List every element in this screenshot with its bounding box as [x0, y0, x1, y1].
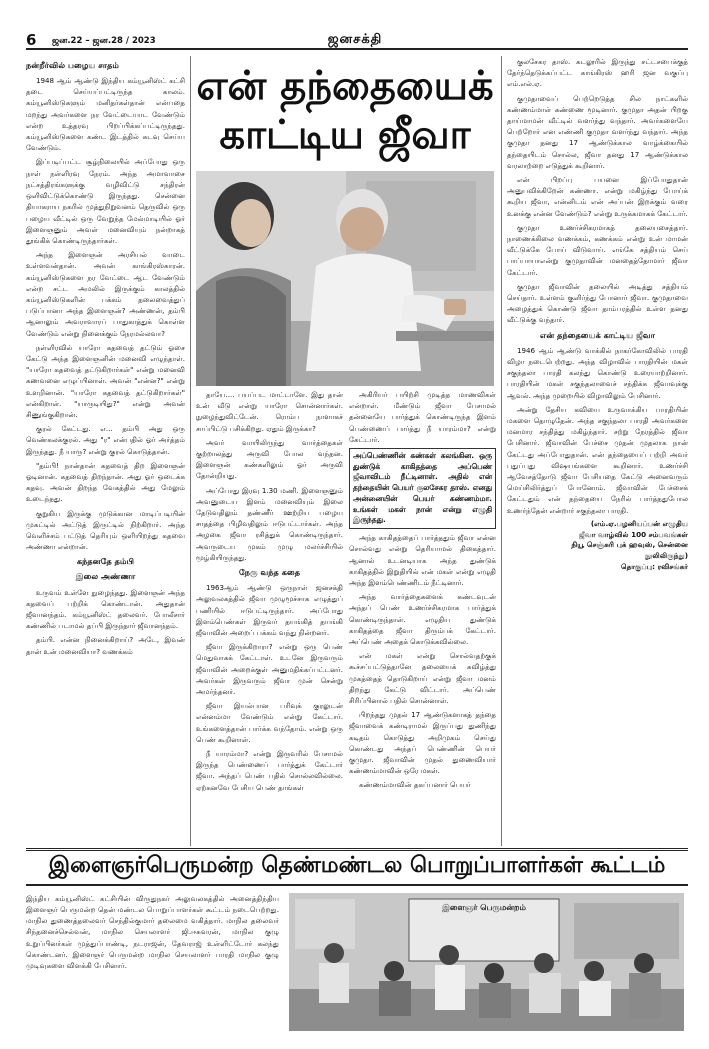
- section-subheading: கந்தனதே தம்பி: [76, 556, 135, 567]
- paragraph: நீ யாரம்மா? என்று இருவரில் பேசாமல் இருந்த பெண்ணைப் பார்த்துக் கேட்டார் ஜீவா. அந்தப் பெண் பதில் சொல்லவில்லை. ஏற்கனவே பேசிய பெண் தாங்கள்: [196, 748, 343, 792]
- paragraph: ஜீவா இயல்பான பரிவுக் குரலுடன் என்னம்மா வேண்டும் என்று கேட்டார். உங்களைத்தான் பார்க்க வந்தோம். என்று ஒரு பெண் கூறினாள்.: [196, 701, 343, 744]
- article-column-1: [26, 56, 185, 846]
- paragraph: "தம்பி! நான்தான் கதவைத் திற இளைஞன் ஓடினான். கதவைத் திறந்தான். அது ஓர் ஒடைக்க கதவு. அவன் திறந்த வேகத்தில் அது மேலும் உடைந்தது.: [26, 460, 185, 504]
- newspaper-name: ஜனசக்தி: [327, 32, 383, 47]
- paragraph: குலசேகர தாஸ். கடலூரில் இருந்து சட்டசபைக்குத் தேர்ந்தெடுக்கப்பட்ட காங்கிரஸ் ஹரி ஜன வகுப்பு எம்.எல்.ஏ.: [507, 57, 688, 89]
- paragraph: என் பிறப்பு பயனை இப்போதுதான் அனுபவிக்கிறேன் கண்ணா. என்று மகிழ்ந்து போய்க் கூறிய ஜீவா, என்னிடம் என் அப்பன் இறக்கும் வரை உனக்கு என்ன வேண்டும்? என்று உருக்கமாகக் கேட்டார்.: [507, 175, 688, 218]
- paragraph: 1948 ஆம் ஆண்டு இந்திய கம்யூனிஸ்ட் கட்சி தடை செய்யப்பட்டிருந்த காலம். கம்யூனிஸ்டுகளும் மனிதர்கள்தான் என்பதை மறந்து அவர்களை நர வேட்டையாட வேண்டும் என்ற உத்தரவு பிறப்பிக்கப்பட்டிருந்தது. கம்யூனிஸ்டுகளை கண்ட இடத்தில் சுடவு செய்ய வேண்டும்.: [26, 76, 185, 153]
- banner-article: இந்திய கம்யூனிஸ்ட் கட்சியின் விருதுநகர் அலுவலகத்தில் அனைத்திந்திய இளைஞர் பெருமன்ற தென் மண்டல பொறுப்பாளர்கள் கூட்டம் நடைபெற்றது. மாநில துணைத்தலைவர் செந்தில்குமார் தலைமை வகித்தார். மாநில தலைவர் சிந்தனைச்செல்வன், மாநில செயலாளர் ஜி.ஈசுவரன், மாநில குழு உறுப்பினர்கள் முத்துப்பாண்டி, நடராஜன், தேவராஜ் உள்ளிட்டோர் கலந்து கொண்டனர். இளைஞர் பெருமன்ற மாநில செயலாளர் பாரதி மாநில குழு முடிவுகளை விளக்கி பேசினார்.: [26, 894, 279, 970]
- paragraph: அகிரியர் பயிற்சி முடித்த மாணவிகள் என்றாள். மீண்டும் ஜீவா பேசாமல் தன்னையே பார்த்துக் கொண்டிருந்த இளம் பெண்ணைப் பார்த்து நீ யாரம்மா? என்று கேட்டார்.: [349, 390, 496, 444]
- paragraph: உருவம் உள்ளே நுழைந்தது. இளைஞன் அந்த கதவைப் பற்றிக் கொண்டான். அதுதான் ஜீவானந்தம். கம்யூனிஸ்ட் தலைவர். போலீசார் கண்ணில் படாமல் தப்பி இருந்தார் ஜீவானந்தம்.: [26, 587, 185, 631]
- page-number: 6: [26, 31, 37, 49]
- article-illustration: [196, 171, 494, 386]
- credit-line: நியூ செஞ்சுரி புக் ஹவுஸ், சென்னை: [571, 540, 688, 550]
- paragraph: பிறந்தது முதல் 17 ஆண்டுகளாகத் தந்தை ஜீவாவைக் கண்டிராமல் இருப்பது துணிந்து கடிதம் கொடுத்து அறிமுகம் செய்து கொண்டது அந்தப் பெண்ணின் பெயர் குமுதா. ஜீவாவின் முதல் துணைவியார் கண்ணம்மாவின் ஒரே மகள்.: [349, 710, 496, 776]
- article-column-2: [196, 389, 343, 844]
- illustration-jeeva-and-woman: [196, 171, 494, 386]
- pull-quote: அப்பெண்ணின் கண்கள் கலங்கின. ஒரு துண்டுக் காகிதத்தை அப்பெண் ஜீவாவிடம் நீட்டினாள். அதில் என் தந்தையின் பெயர் குலசேகர தாஸ். எனது அன்னையின் பெயர் கண்ணம்மா. உங்கள் மகள் நான் என்று எழுதி இருந்தது.: [349, 448, 496, 529]
- paragraph: தாயே.... பயப்பட மாட்டாளே. இது தான் உன் வீடு என்று யாரோ சொன்னார்கள். நுழைந்துவிட்டேன். ரொம்ப நாளாகச் சாப்பிட்டு பசிக்கிறது. ஏதும் இருக்கா?: [196, 390, 343, 433]
- credit-line: நூலிலிருந்து): [645, 551, 688, 561]
- paragraph: குரல் கேட்டது. எ... தம்பி அது ஒரு வெண்கலக்குரல். அது "ர" என்பதில் ஓர் அர்த்தம் இருந்தது. நீ யாரு? என்று குரல் கொடுத்தான்.: [26, 424, 185, 456]
- column-divider: [190, 56, 191, 846]
- paragraph: இப்படிப்பட்ட சூழ்நிலையில் அப்போது ஒரு நாள் நள்ளிரவு நேரம். அந்த அமாவாசை நட்சத்திரங்களுக்கு வழிவிட்டு சந்திரன் ஒளிவிட்டுக்கொண்டு இருந்தது. சென்னை தியாகராய நகரில் முத்துநிறுவனம் தெருவில் ஒரு பழைய வீட்டில் ஒரு வேறுந்த மேல்மாடியில் ஓர் இளைஞனும் அவள் மனைவியும் நன்றாகத் தூங்கிக் கொண்டிருந்தார்கள்.: [26, 157, 185, 245]
- section-heading: நன்றீர்வில் பழைய சாதம்: [26, 60, 120, 70]
- paragraph: என் மகள் என்று சொல்வதற்குக் கூச்சப்பட்டுத்தானே தலையைக் கவிழ்த்து முகத்தைத் தொடுகிறாய் என்று ஜீவா மனம் திறந்து கேட்டு விட்டார். அப்பெண் சிரிப்பினால் பதில் சொன்னாள்.: [349, 651, 496, 705]
- section-subheading: என் தந்தையைக் காட்டிய ஜீவா: [539, 329, 656, 340]
- section-subheading-2: இலை அண்ணா: [75, 571, 136, 582]
- paragraph: அன்று தேசிய கவியை உருவாக்கிய பாரதியின் மகளை தொழுதேன். அந்த சகுந்தலா பாரதி அவர்களை மனமார சந்தித்து மகிழ்ந்தார். சற்று நேரத்தில் ஜீவா பேசினார். ஜீவாவின் பேச்சை முதன் முதலாக நான் கேட்டது அப்போதுதான். என் தந்தையைப் பற்றி அவர் புதுப்புது விஷயங்களை கூறினார். உணர்ச்சி ஆவேசத்தோடு ஜீவா பேசியதை கேட்டு அனைவரும் மெய்சிலிர்த்துப் போனோம். ஜீவாவின் பேச்சைக் கேட்டதும் என் தந்தையை நேரில் பார்த்ததுபோல உணர்ந்தேன் என்றார் சகுந்தலா பாரதி.: [507, 404, 688, 515]
- article-title-line2: காட்டிய ஜீவா: [219, 111, 471, 158]
- paragraph: 1963ஆம் ஆண்டு ஒருநாள் ஜனசக்தி அலுவலகத்தில் ஜீவா முழுமூச்சாக எழுத்துப் பணியில் ஈடுபட்டிருந்தார். அப்போது இளம்பெண்கள் இருவர் தயங்கித் தயங்கி ஜீவாவின் அறைப் பக்கம் வந்து நின்றனர்.: [196, 583, 343, 637]
- paragraph: நள்ளிரவில் யாரோ கதவைத் தட்டும் ஓசை கேட்டு அந்த இளைஞனின் மனைவி எழுந்தாள். "யாரோ கதவைத் தட்டுகிறார்கள்" என்று மனைவி கணவனை எழுப்பினாள். அவன் "என்ன?" என்று உளறினான். "யாரோ கதவைத் தட்டுகிறார்கள்" என்கிறாள். "யாருடியிது?" என்று அவன் சிணுங்குகிறான்.: [26, 342, 185, 419]
- credit-line: (எம்.ஏ.பழனியப்பன் எழுதிய: [590, 518, 688, 528]
- section-subheading: நேரு வந்த கதை: [238, 567, 301, 578]
- source-credit: [507, 519, 688, 573]
- paragraph: 1946 ஆம் ஆண்டு வாக்கில் நாகர்கோவிலில் பாரதி விழா நடைபெற்றது. அந்த விழாவில் பாரதியின் மகள் சகுந்தலா பாரதி கலந்து கொண்டு உரையாற்றினார். பாரதியின் மகள் சகுந்தலாவைச் சந்திக்க ஜீவாவுக்கு ஆவல். அந்த முறையில் விழாவிலும் பேசினார்.: [507, 345, 688, 400]
- article-title-line1: என் தந்தையைக்: [196, 62, 494, 109]
- paragraph: அப்போது இரவு 1.30 மணி. இளைஞனும் அவனுடைய இளம் மனைவியும் இலை தேடுவதிலும் தண்ணீர் ஊற்றிய பழைய சாதத்தை பிழிவதிலும் ஈடுபட்டார்கள். அந்த அழகை ஜீவா ரசித்துக் கொண்டிருந்தார். அவருடைய முகம் முழு மலர்ச்சியில் மூழ்கியிருந்தது.: [196, 485, 343, 562]
- paragraph: அந்த இளைஞன் அரசியல் வாடை உள்ளவன்தான். அவன் காங்கிரஸ்காரன். கம்யூனிஸ்டுகளை நர வேட்டை ஆட வேண்டும் என்ற சட்ட அமலில் இருக்கும் காலத்தில் கம்யூனிஸ்டுகளின் பக்கம் தலைவைத்துப் படுப்பானா அந்த இளைஞன்? அண்ணன், தம்பி ஆனாலும் அவராவாரப் பாதுகாத்துக் கொள்ள வேண்டும் என்று நினைக்கும் நேரமல்லவா?: [26, 250, 185, 338]
- paragraph: ஜீவா இருக்கிறாரா? என்று ஒரு பெண் மெதுவாகக் கேட்டாள். உடனே இருவரும் ஜீவாவின் அறைக்குள் அனுமதிக்கப்பட்டனர். அவர்கள் இருவரும் ஜீவா முன் சென்று அமர்ந்தனர்.: [196, 642, 343, 696]
- paragraph: தம்பி. என்ன நினைக்கிறாய்? அடே, இவன் தான் உன் மனைவியா? வணக்கம்: [26, 635, 185, 656]
- paragraph: குமுதாவைப் பெற்றெடுத்த சில நாட்களில் கண்ணம்மாள் கண்ணை மூடினார். குமுதா அதன் பிறகு தாய்மாமன் வீட்டில் வளர்ந்து வந்தார். அவர்களையே பெற்றோர் என எண்ணி குமுதா வளர்ந்து வந்தார். அந்த குமுதா தனது 17 ஆண்டுக்கால வாழ்க்கையில் தந்தையிடம் சொல்ல, ஜீவா தனது 17 ஆண்டுக்கால வரலாற்றை எடுத்துக் கூறினார்.: [507, 93, 688, 170]
- paragraph: கண்ணம்மாவின் தகப்பனார் பெயர்: [359, 780, 471, 790]
- photo-banner-text: இளைஞர் பெருமன்றம்: [442, 903, 526, 912]
- credit-line: ஜீவா வாழ்வில் 100 சம்பவங்கள்: [578, 529, 688, 539]
- paragraph: குமுதா உணர்ச்சிகரமாகத் தலையசைத்தார். நாணைக்கிலை வணக்கம், கணக்கம் என்று உன் மாமன் வீட்டுக்கே போய் விடுவாய். எங்கே சத்தியம் செய் பாப்பாயாஎன்று குமுதாவின் மனதைத்தோமார் ஜீவா கேட்டார்.: [507, 222, 688, 277]
- meeting-photo: [289, 893, 684, 1031]
- credit-line: தொகுப்பு: ரவிசங்கர்: [621, 561, 688, 571]
- issue-date: ஜன.22 – ஜன.28 / 2023: [52, 36, 156, 46]
- paragraph: அந்த காகிதத்தைப் பார்த்ததும் ஜீவா என்ன சொல்வது என்று தெரியாமல் திகைத்தார். ஆனால் உடனடியாக அந்த துண்டுக் காகிதத்தில் இறுதியில் என் மகள் என்று எழுதி அந்த இளம்பெண்ணிடம் நீட்டினார்.: [349, 533, 496, 587]
- paragraph: குறுகிய இருக்கு முடுக்கான மாடிப்படியின் முகட்டில் அட்டுத் இருட்டில் நிற்கிறார். அந்த வெளிச்சம் பட்டுத் தெரியும் ஒளியிறந்து கதவை அண்ணா என்றான்.: [26, 508, 185, 552]
- banner-title: இளைஞர்பெருமன்ற தெண்மண்டல பொறுப்பாளர்கள் கூட்டம்: [48, 852, 666, 878]
- article-column-4: [507, 56, 688, 846]
- column-divider: [501, 56, 502, 846]
- paragraph: அந்த வார்த்தைகளைக் கண்டவுடன் அந்தப் பெண் உணர்ச்சிகரமாக பார்த்துக் கொண்டிருந்தாள். எழுதிய துண்டுக் காகிதத்தை ஜீவா திரும்பக் கேட்டார். அப்பெண் அதைக் கொடுக்கவில்லை.: [349, 592, 496, 646]
- paragraph: அவர் வாயிலிருந்து வார்த்தைகள் குற்றாலத்து அருவி போல வந்தன. இளைஞன் கண்களிலும் ஓர் அருவி தோன்றியது.: [196, 437, 343, 481]
- article-column-3: [349, 389, 496, 844]
- meeting-photo-image: [289, 893, 684, 1031]
- paragraph: குமுதா ஜீவாவின் தலையில் அடித்து சத்தியம் செய்தார். உள்ளம் குளிர்ந்து போனார் ஜீவா. குமுதாவை அழைத்துக் கொண்டு ஜீவா தாம்பரத்தில் உள்ள தனது வீட்டுக்கு வந்தார்.: [507, 281, 688, 325]
